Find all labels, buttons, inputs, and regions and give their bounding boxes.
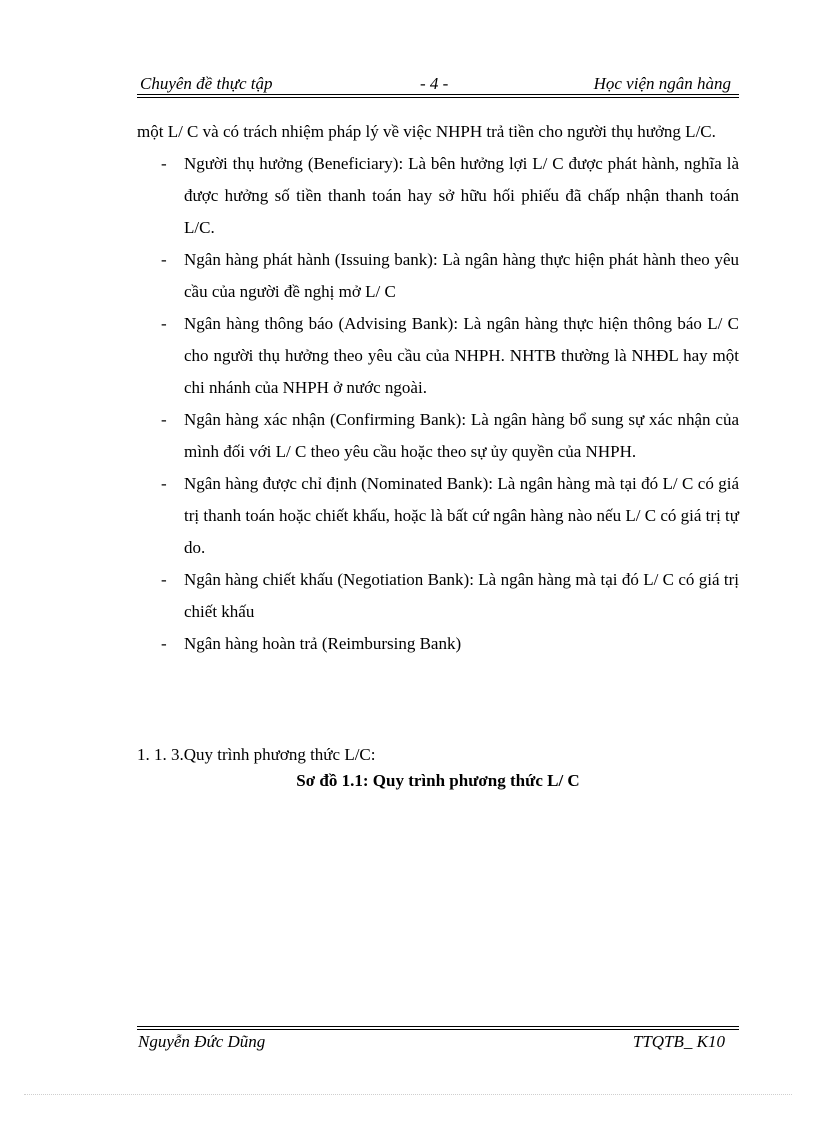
- list-item-text: Ngân hàng phát hành (Issuing bank): Là ngân hàng thực hiện phát hành theo yêu cầu của người đề nghị mở L/ C: [184, 250, 739, 301]
- list-item-text: Người thụ hưởng (Beneficiary): Là bên hưởng lợi L/ C được phát hành, nghĩa là được hưởng số tiền thanh toán hay sở hữu hối phiếu đã chấp nhận thanh toán L/C.: [184, 154, 739, 237]
- page-header: [137, 72, 739, 94]
- bullet-marker: -: [161, 314, 167, 333]
- list-item: [137, 244, 739, 308]
- page-boundary: [24, 1094, 792, 1095]
- party-list: [137, 148, 739, 660]
- list-item: [137, 564, 739, 628]
- list-item: [137, 308, 739, 404]
- list-item: [137, 404, 739, 468]
- list-item-text: Ngân hàng chiết khấu (Negotiation Bank): Là ngân hàng mà tại đó L/ C có giá trị chiết khấu: [184, 570, 739, 621]
- list-item: [137, 468, 739, 564]
- header-divider: [137, 94, 739, 98]
- page-footer: [137, 1030, 739, 1056]
- bullet-marker: -: [161, 570, 167, 589]
- intro-paragraph: một L/ C và có trách nhiệm pháp lý về việc NHPH trả tiền cho người thụ hưởng L/C.: [137, 122, 716, 141]
- list-item: [137, 148, 739, 244]
- figure-caption: Sơ đồ 1.1: Quy trình phương thức L/ C: [296, 771, 580, 790]
- bullet-marker: -: [161, 634, 167, 653]
- bullet-marker: -: [161, 410, 167, 429]
- bullet-marker: -: [161, 154, 167, 173]
- list-item-text: Ngân hàng được chỉ định (Nominated Bank): Là ngân hàng mà tại đó L/ C có giá trị thanh toán hoặc chiết khấu, hoặc là bất cứ ngân hàng nào nếu L/ C có giá trị tự do.: [184, 474, 739, 557]
- list-item-text: Ngân hàng hoàn trả (Reimbursing Bank): [184, 634, 462, 653]
- bullet-marker: -: [161, 250, 167, 269]
- footer-author: Nguyễn Đức Dũng: [138, 1032, 266, 1051]
- header-page-number: - 4 -: [420, 74, 449, 93]
- section-heading: 1. 1. 3.Quy trình phương thức L/C:: [137, 745, 376, 764]
- header-document-type: Chuyên đề thực tập: [140, 74, 273, 93]
- body-text: [137, 116, 739, 660]
- list-item: [137, 628, 739, 660]
- bullet-marker: -: [161, 474, 167, 493]
- footer-class-code: TTQTB_ K10: [632, 1032, 725, 1051]
- list-item-text: Ngân hàng thông báo (Advising Bank): Là ngân hàng thực hiện thông báo L/ C cho người thụ hưởng theo yêu cầu của NHPH. NHTB thường là NHĐL hay một chi nhánh của NHPH ở nước ngoài.: [184, 314, 739, 397]
- header-institution: Học viện ngân hàng: [593, 74, 731, 93]
- list-item-text: Ngân hàng xác nhận (Confirming Bank): Là ngân hàng bổ sung sự xác nhận của mình đối với L/ C theo yêu cầu hoặc theo sự ủy quyền của NHPH.: [184, 410, 739, 461]
